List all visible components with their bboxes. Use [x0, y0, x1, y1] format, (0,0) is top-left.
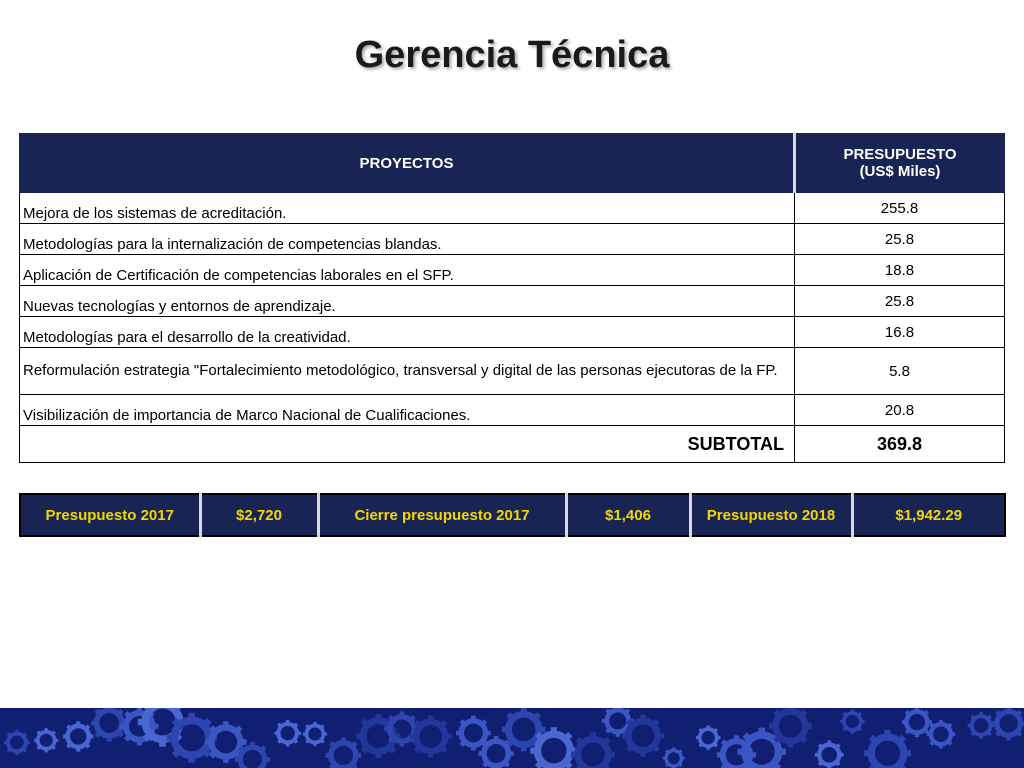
header-budget-line1: PRESUPUESTO [843, 146, 957, 163]
footer-banner [0, 708, 1024, 768]
project-cell: Metodologías para la internalización de competencias blandas. [20, 224, 795, 255]
budget-2017-label: Presupuesto 2017 [45, 506, 174, 524]
subtotal-label: SUBTOTAL [20, 426, 795, 463]
project-cell: Mejora de los sistemas de acreditación. [20, 193, 795, 224]
projects-table [19, 133, 1005, 463]
budget-close-2017-label: Cierre presupuesto 2017 [318, 494, 566, 536]
table-row [20, 348, 1005, 395]
gear-icon [34, 728, 58, 752]
table-row [20, 395, 1005, 426]
header-budget [795, 134, 1005, 193]
budget-2018-value: $1,942.29 [852, 494, 1005, 536]
table-row [20, 193, 1005, 224]
budget-cell: 255.8 [795, 193, 1005, 224]
gear-icon [815, 740, 844, 768]
gears-pattern-icon [0, 708, 1024, 768]
budget-cell: 20.8 [795, 395, 1005, 426]
page-title: Gerencia Técnica [354, 34, 670, 76]
header-projects: PROYECTOS [20, 134, 795, 193]
gear-icon [840, 709, 864, 733]
gear-icon [927, 720, 956, 749]
gear-icon [571, 732, 615, 768]
gear-icon [4, 730, 29, 755]
gear-icon [864, 730, 911, 768]
gear-icon [622, 715, 664, 757]
gear-icon [325, 737, 361, 768]
project-cell: Aplicación de Certificación de competencias laborales en el SFP. [20, 255, 795, 286]
gear-icon [992, 708, 1024, 740]
budget-summary-row [20, 494, 1005, 536]
gear-icon [968, 712, 995, 739]
subtotal-value: 369.8 [795, 426, 1005, 463]
budget-cell: 16.8 [795, 317, 1005, 348]
project-cell: Reformulación estrategia "Fortalecimiento metodológico, transversal y digital de las personas ejecutoras de la FP. [20, 348, 795, 395]
subtotal-row [20, 426, 1005, 463]
gear-icon [303, 722, 327, 746]
budget-summary-bar [19, 493, 1006, 537]
table-row [20, 317, 1005, 348]
gear-icon [410, 716, 452, 758]
table-row [20, 224, 1005, 255]
project-cell: Metodologías para el desarrollo de la creatividad. [20, 317, 795, 348]
budget-cell: 25.8 [795, 224, 1005, 255]
gear-icon [696, 725, 721, 750]
gear-icon-group [4, 708, 1024, 768]
project-cell: Nuevas tecnologías y entornos de aprendizaje. [20, 286, 795, 317]
table-header-row [20, 134, 1005, 193]
budget-2018-label: Presupuesto 2018 [690, 494, 852, 536]
header-budget-line2: (US$ Miles) [859, 163, 941, 180]
budget-close-2017-value: $1,406 [566, 494, 690, 536]
gear-icon [274, 720, 300, 746]
table-row [20, 286, 1005, 317]
gear-icon [63, 721, 93, 751]
table-row [20, 255, 1005, 286]
budget-cell: 18.8 [795, 255, 1005, 286]
project-cell: Visibilización de importancia de Marco Nacional de Cualificaciones. [20, 395, 795, 426]
budget-2017-value: $2,720 [200, 494, 318, 536]
gear-icon [663, 747, 685, 768]
budget-cell: 25.8 [795, 286, 1005, 317]
budget-cell: 5.8 [795, 348, 1005, 395]
